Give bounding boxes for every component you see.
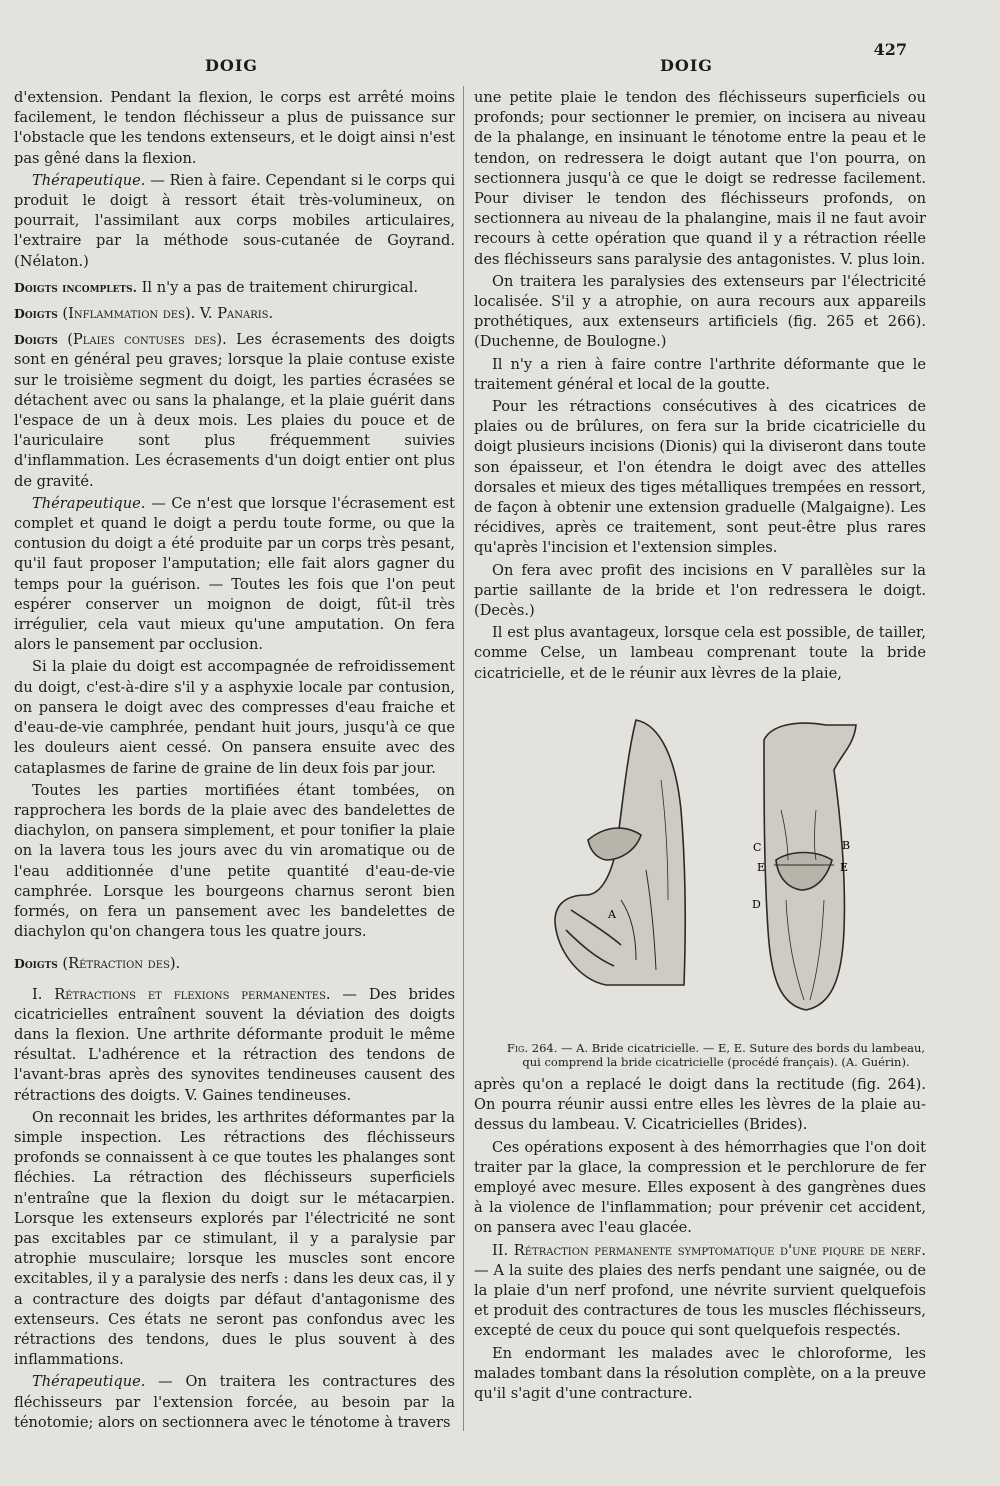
column-divider — [463, 86, 464, 1431]
paragraph: On reconnait les brides, les arthrites déformantes par la simple inspection. Les rétractions des fléchisseurs profonds se connaissent à ce que toutes les phalanges sont fléchies. La rétraction des fléchisseurs superficiels n'entraîne que la flexion du doigt sur le métacarpien. Lorsque les extenseurs explorés par l'électricité ne sont pas excitables par ce stimulant, il y a paralysie par atrophie musculaire; lorsque les muscles sont encore excitables, il y a paralysie des nerfs : dans les deux cas, il y a contracture des doigts par défaut d'antagonisme des extenseurs. Ces états ne seront pas confondus avec les rétractions des tendons, dues le plus souvent à des inflammations. — [14, 1108, 455, 1369]
entry-doigts-incomplets — [14, 278, 455, 298]
entry-headword: Doigts — [14, 956, 58, 972]
paragraph-label: Thérapeutique. — [32, 171, 146, 189]
paragraph-text: — On traitera les contractures des fléchisseurs par l'extension forcée, au besoin par la ténotomie; alors on sectionnera avec le ténotome à travers — [14, 1373, 455, 1431]
paragraph-text: — Des brides cicatricielles entraînent souvent la déviation des doigts dans la flexion. Une arthrite déformante produit le même résultat. L'adhérence et la rétraction des tendons de l'avant-bras après des synovites tendineuses causent des rétractions des doigts. V. Gaines tendineuses. — [14, 985, 455, 1104]
right-column-top — [474, 88, 926, 686]
entry-headword: Doigts — [14, 306, 58, 322]
paragraph: En endormant les malades avec le chloroforme, les malades tombant dans la résolution complète, on a la preuve qu'il s'agit d'une contracture. — [474, 1344, 926, 1403]
entry-headword: Doigts — [14, 332, 58, 348]
figure-label-d: D — [752, 898, 761, 911]
paragraph: d'extension. Pendant la flexion, le corps est arrêté moins facilement, le tendon fléchisseur a plus de puissance sur l'obstacle que les tendons extenseurs, et le doigt ainsi n'est pas gêné dans la flexion. — [14, 89, 455, 167]
figure-264-illustration — [496, 700, 936, 1030]
section-heading: I. Rétractions et flexions permanentes. — [32, 985, 331, 1003]
paragraph: une petite plaie le tendon des fléchisseurs superficiels ou profonds; pour sectionner le premier, on incisera au niveau de la phalange, en insinuant le ténotome entre la peau et le tendon, on redressera le doigt autant que l'on pourra, on sectionnera jusqu'à ce que le doigt se redresse facilement. Pour diviser le tendon des fléchisseurs profonds, on sectionnera au niveau de la phalangine, mais il ne faut avoir recours à cette opération que quand il y a rétraction réelle des fléchisseurs sans paralysie des antagonistes. V. plus loin. — [474, 89, 926, 268]
entry-subhead: (Plaies contuses des). — [57, 331, 227, 349]
paragraph — [474, 1241, 926, 1342]
paragraph-label: Thérapeutique. — [32, 1373, 146, 1391]
paragraph — [14, 985, 455, 1106]
paragraph: Toutes les parties mortifiées étant tombées, on rapprochera les bords de la plaie avec des bandelettes de diachylon, on pansera simplement, et pour tonifier la plaie on la lavera tous les jours avec du vin aromatique ou de l'eau additionnée d'une petite quantité d'eau-de-vie camphrée. Lorsque les bourgeons charnus seront bien formés, on fera un pansement avec les bandelettes de diachylon qu'on changera tous les quatre jours. — [14, 781, 455, 941]
entry-text: Les écrasements des doigts sont en général peu graves; lorsque la plaie contuse existe sur le troisième segment du doigt, les parties écrasées se détachent avec ou sans la phalange, et la plaie guérit dans l'espace de un à deux mois. Les plaies du pouce et de l'auriculaire sont plus fréquemment suivies d'inflammation. Les écrasements d'un doigt entier ont plus de gravité. — [14, 331, 455, 490]
paragraph-text: — Rien à faire. Cependant si le corps qui produit le doigt à ressort était très-volumineux, on pourrait, l'assimilant aux corps mobiles articulaires, l'extraire par la méthode sous-cutanée de Goyrand. (Nélaton.) — [14, 171, 455, 270]
paragraph: Si la plaie du doigt est accompagnée de refroidissement du doigt, c'est-à-dire s'il y a asphyxie locale par contusion, on pansera le doigt avec des compresses d'eau fraiche et d'eau-de-vie camphrée, pendant huit jours, jusqu'à ce que les douleurs aient cessé. On pansera ensuite avec des cataplasmes de farine de graine de lin deux fois par jour. — [14, 658, 455, 777]
paragraph: Ces opérations exposent à des hémorrhagies que l'on doit traiter par la glace, la compression et le perchlorure de fer employé avec mesure. Elles exposent à des gangrènes dues à la violence de l'inflammation; pour prévenir cet accident, on pansera avec l'eau glacée. — [474, 1138, 926, 1237]
paragraph: On fera avec profit des incisions en V parallèles sur la partie saillante de la bride et l'on redressera le doigt. (Decès.) — [474, 561, 926, 620]
paragraph-text: — A la suite des plaies des nerfs pendant une saignée, ou de la plaie d'un nerf profond, une névrite survient quelquefois et produit des contractures de tous les muscles fléchisseurs, excepté de ceux du pouce qui sont quelquefois respectés. — [474, 1261, 926, 1340]
left-column — [14, 88, 455, 1435]
figure-label-e-left: E — [757, 861, 766, 874]
right-running-head: DOIG — [660, 56, 713, 75]
figure-label-b: B — [842, 839, 851, 852]
right-column-bottom — [474, 1075, 926, 1406]
figure-label-e-right: E — [840, 861, 849, 874]
entry-doigts-inflammation — [14, 304, 455, 324]
figure-caption — [496, 1041, 936, 1069]
entry-doigts-retraction — [14, 954, 455, 974]
figure-label-c: C — [753, 841, 762, 854]
entry-headword: Doigts incomplets. — [14, 279, 138, 295]
paragraph: Il n'y a rien à faire contre l'arthrite déformante que le traitement général et local de la goutte. — [474, 355, 926, 393]
paragraph — [14, 171, 455, 272]
left-running-head: DOIG — [205, 56, 258, 75]
paragraph — [14, 1372, 455, 1433]
entry-text: (Inflammation des). V. Panaris. — [57, 305, 274, 323]
paragraph: après qu'on a replacé le doigt dans la rectitude (fig. 264). On pourra réunir aussi entre elles les lèvres de la plaie au-dessus du lambeau. V. Cicatricielles (Brides). — [474, 1076, 926, 1134]
entry-text: (Rétraction des). — [57, 955, 181, 973]
paragraph-label: Thérapeutique. — [32, 494, 146, 512]
caption-figure-number: Fig. 264. — [506, 1041, 558, 1055]
bent-finger-drawing — [555, 720, 685, 985]
paragraph-text: — Ce n'est que lorsque l'écrasement est complet et quand le doigt a perdu toute forme, ou que la contusion du doigt a été produite par un corps très pesant, qu'il faut proposer l'amputation; elle fait alors gagner du temps pour la guérison. — Toutes les fois que l'on peut espérer conserver un moignon de doigt, fût-il très irrégulier, cela vaut mieux qu'une amputation. On fera alors le pansement par occlusion. — [14, 494, 455, 654]
paragraph — [14, 494, 455, 656]
page-number: 427 — [873, 40, 907, 59]
paragraph: On traitera les paralysies des extenseurs par l'électricité localisée. S'il y a atrophie, on aura recours aux appareils prothétiques, aux extenseurs artificiels (fig. 265 et 266). (Duchenne, de Boulogne.) — [474, 272, 926, 351]
entry-doigts-plaies-contuses — [14, 330, 455, 492]
section-heading: II. Rétraction permanente symptomatique d'une piqure de nerf. — [492, 1241, 926, 1259]
figure-label-a: A — [608, 908, 616, 921]
entry-text: Il n'y a pas de traitement chirurgical. — [137, 278, 419, 296]
paragraph: Pour les rétractions consécutives à des cicatrices de plaies ou de brûlures, on fera sur la bride cicatricielle du doigt plusieurs incisions (Dionis) qui la diviseront dans toute son épaisseur, et l'on étendra le doigt avec des attelles dorsales et mieux des tiges métalliques trempées en ressort, de façon à obtenir une extension graduelle (Malgaigne). Les récidives, après ce traitement, sont peut-être plus rares qu'après l'incision et l'extension simples. — [474, 398, 926, 557]
caption-text: — A. Bride cicatricielle. — E, E. Suture des bords du lambeau, qui comprend la bride cicatricielle (procédé français). (A. Guérin). — [522, 1041, 926, 1069]
paragraph: Il est plus avantageux, lorsque cela est possible, de tailler, comme Celse, un lambeau comprenant toute la bride cicatricielle, et de le réunir aux lèvres de la plaie, — [474, 624, 926, 682]
